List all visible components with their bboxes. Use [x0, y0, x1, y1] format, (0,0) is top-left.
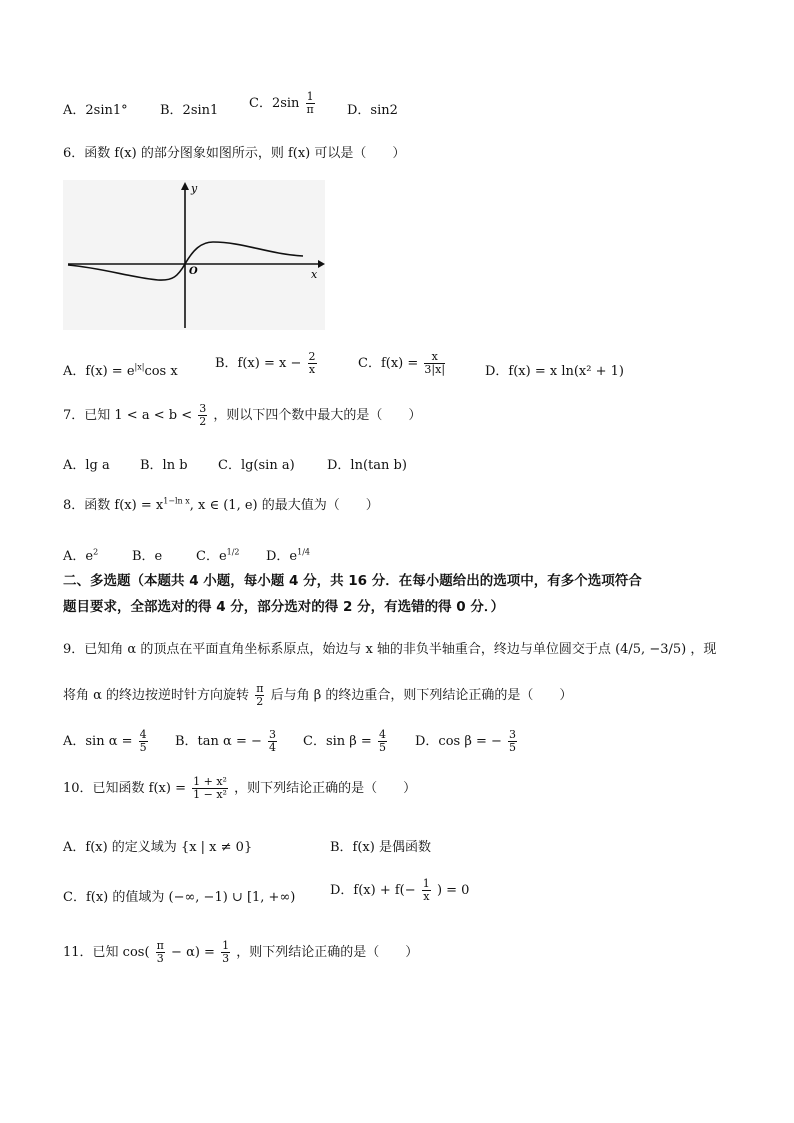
q8-a-exponent: 2 — [93, 547, 99, 557]
q11-stem-mid: − α) = — [171, 945, 215, 960]
q11-stem-post: ，则下列结论正确的是（ ） — [236, 945, 419, 960]
q11-fraction-1 — [156, 940, 165, 965]
q9-point: (4/5, −3/5) — [615, 642, 687, 657]
q8-option-a — [63, 545, 98, 564]
q10-denominator: 1 − x² — [193, 788, 227, 801]
q8-d-base: D．e — [266, 549, 298, 564]
q6-option-d: D．f(x) = x ln(x² + 1) — [485, 364, 624, 379]
q11-f1-numerator: π — [156, 939, 164, 952]
q9-line1-pre: 9．已知角 α 的顶点在平面直角坐标系原点，始边与 x 轴的非负半轴重合，终边与单位圆交于点 — [63, 642, 611, 657]
q8-option-d — [266, 545, 310, 564]
q6-b-denominator: x — [308, 363, 316, 376]
q9-d-fraction — [508, 729, 517, 754]
q9-rot-denominator: 2 — [256, 695, 264, 708]
q8-option-b — [132, 545, 162, 564]
q9-b-num: 3 — [269, 728, 277, 741]
q6-c-denominator: 3|x| — [424, 363, 446, 376]
q11-fraction-2 — [221, 940, 230, 965]
q8-c-exponent: 1/2 — [226, 547, 240, 557]
q9-d-den: 5 — [509, 741, 517, 754]
q6-c-label: C．f(x) = — [358, 356, 419, 371]
q7-numerator: 3 — [199, 402, 207, 415]
q6-c-fraction — [424, 351, 445, 376]
q5-c-denominator: π — [306, 103, 314, 116]
q10-option-b: B．f(x) 是偶函数 — [330, 840, 431, 855]
q7-denominator: 2 — [199, 415, 207, 428]
q9-c-num: 4 — [378, 728, 386, 741]
q9-b-fraction — [268, 729, 277, 754]
q9-line2-pre: 将角 α 的终边按逆时针方向旋转 — [63, 688, 250, 703]
q8-b-base: B．e — [132, 549, 163, 564]
q9-a-label: A．sin α = — [63, 734, 133, 749]
q9-c-fraction — [378, 729, 387, 754]
q9-rot-numerator: π — [256, 682, 264, 695]
q6-option-b — [215, 351, 319, 376]
q7-option-c: C．lg(sin a) — [218, 458, 295, 473]
q8-d-exponent: 1/4 — [297, 547, 310, 557]
q10-option-d — [330, 878, 469, 903]
q6-b-fraction — [308, 351, 317, 376]
q7-option-b: B．ln b — [140, 458, 188, 473]
q10-option-c: C．f(x) 的值域为 (−∞, −1) ∪ [1, +∞) — [63, 890, 296, 905]
q5-option-c-label: C．2sin — [249, 96, 300, 111]
q10-stem-fraction — [192, 776, 228, 801]
q9-line2-post: 后与角 β 的终边重合，则下列结论正确的是（ ） — [270, 688, 573, 703]
q9-b-den: 4 — [269, 741, 277, 754]
section2-heading-line2: 题目要求，全部选对的得 4 分，部分选对的得 2 分，有选错的得 0 分．） — [63, 599, 505, 615]
q7-stem-post: ，则以下四个数中最大的是（ ） — [213, 408, 422, 423]
q6-option-c — [358, 351, 447, 376]
q11-f2-denominator: 3 — [222, 952, 230, 965]
q9-d-num: 3 — [509, 728, 517, 741]
x-axis-label: x — [311, 268, 318, 281]
q11-stem-pre: 11．已知 cos( — [63, 945, 150, 960]
q9-b-label: B．tan α = − — [175, 734, 262, 749]
q7-stem-pre: 7．已知 1 < a < b < — [63, 408, 193, 423]
q9-rotation-fraction — [255, 683, 264, 708]
q9-option-d — [415, 729, 519, 754]
q10-numerator: 1 + x² — [193, 775, 227, 788]
q11-f2-numerator: 1 — [222, 939, 230, 952]
q9-option-a — [63, 729, 150, 754]
q6-a-label: A．f(x) = e — [63, 364, 135, 379]
q5-option-c — [249, 91, 317, 116]
q9-a-num: 4 — [139, 728, 147, 741]
q8-stem-pre: 8．函数 f(x) = x — [63, 498, 164, 513]
q6-a-tail: cos x — [144, 364, 178, 379]
q10-stem-pre: 10．已知函数 f(x) = — [63, 781, 186, 796]
q6-option-a — [63, 360, 178, 379]
section2-heading-line1: 二、多选题（本题共 4 小题，每小题 4 分，共 16 分．在每小题给出的选项中，有多个选项符合 — [63, 573, 642, 589]
q10-d-post: ) = 0 — [436, 883, 470, 898]
y-axis-label: y — [191, 182, 198, 195]
q9-a-fraction — [139, 729, 148, 754]
q10-stem — [63, 776, 416, 801]
q6-b-numerator: 2 — [308, 350, 316, 363]
q8-a-base: A．e — [63, 549, 94, 564]
q5-option-d: D．sin2 — [347, 103, 398, 118]
q10-option-a: A．f(x) 的定义域为 {x | x ≠ 0} — [63, 840, 253, 855]
q9-option-c — [303, 729, 389, 754]
q5-c-numerator: 1 — [306, 90, 314, 103]
q7-stem — [63, 403, 421, 428]
q6-graph-svg — [63, 180, 325, 330]
q5-option-b: B．2sin1 — [160, 103, 219, 118]
q8-stem-exponent: 1−ln x — [163, 496, 190, 506]
origin-label: O — [189, 266, 198, 277]
q6-graph — [63, 180, 325, 330]
q10-stem-post: ，则下列结论正确的是（ ） — [234, 781, 417, 796]
y-axis-arrow-icon — [181, 182, 189, 190]
q11-f1-denominator: 3 — [156, 952, 164, 965]
q9-stem-line1 — [63, 638, 716, 657]
q5-option-c-fraction — [306, 91, 315, 116]
q8-option-c — [196, 545, 240, 564]
q9-line1-post: ，现 — [690, 642, 717, 657]
q6-b-label: B．f(x) = x − — [215, 356, 302, 371]
q5-option-a: A．2sin1° — [63, 103, 128, 118]
q7-option-a: A．lg a — [63, 458, 110, 473]
q10-d-pre: D．f(x) + f(− — [330, 883, 416, 898]
q8-stem — [63, 494, 379, 513]
q8-stem-post: , x ∈ (1, e) 的最大值为（ ） — [189, 498, 379, 513]
q10-d-denominator: x — [423, 890, 430, 903]
q9-option-b — [175, 729, 279, 754]
q9-stem-line2 — [63, 683, 572, 708]
q10-d-fraction — [422, 878, 431, 903]
q9-a-den: 5 — [139, 741, 147, 754]
q6-c-numerator: x — [424, 351, 445, 364]
x-axis-arrow-icon — [318, 260, 325, 268]
q6-a-exponent: |x| — [134, 362, 145, 372]
q6-stem: 6．函数 f(x) 的部分图象如图所示，则 f(x) 可以是（ ） — [63, 146, 406, 161]
q10-d-numerator: 1 — [422, 877, 430, 890]
q7-stem-fraction — [198, 403, 207, 428]
q9-d-label: D．cos β = − — [415, 734, 502, 749]
q9-c-label: C．sin β = — [303, 734, 372, 749]
q8-c-base: C．e — [196, 549, 227, 564]
q9-c-den: 5 — [378, 741, 386, 754]
q7-option-d: D．ln(tan b) — [327, 458, 407, 473]
q11-stem — [63, 940, 418, 965]
